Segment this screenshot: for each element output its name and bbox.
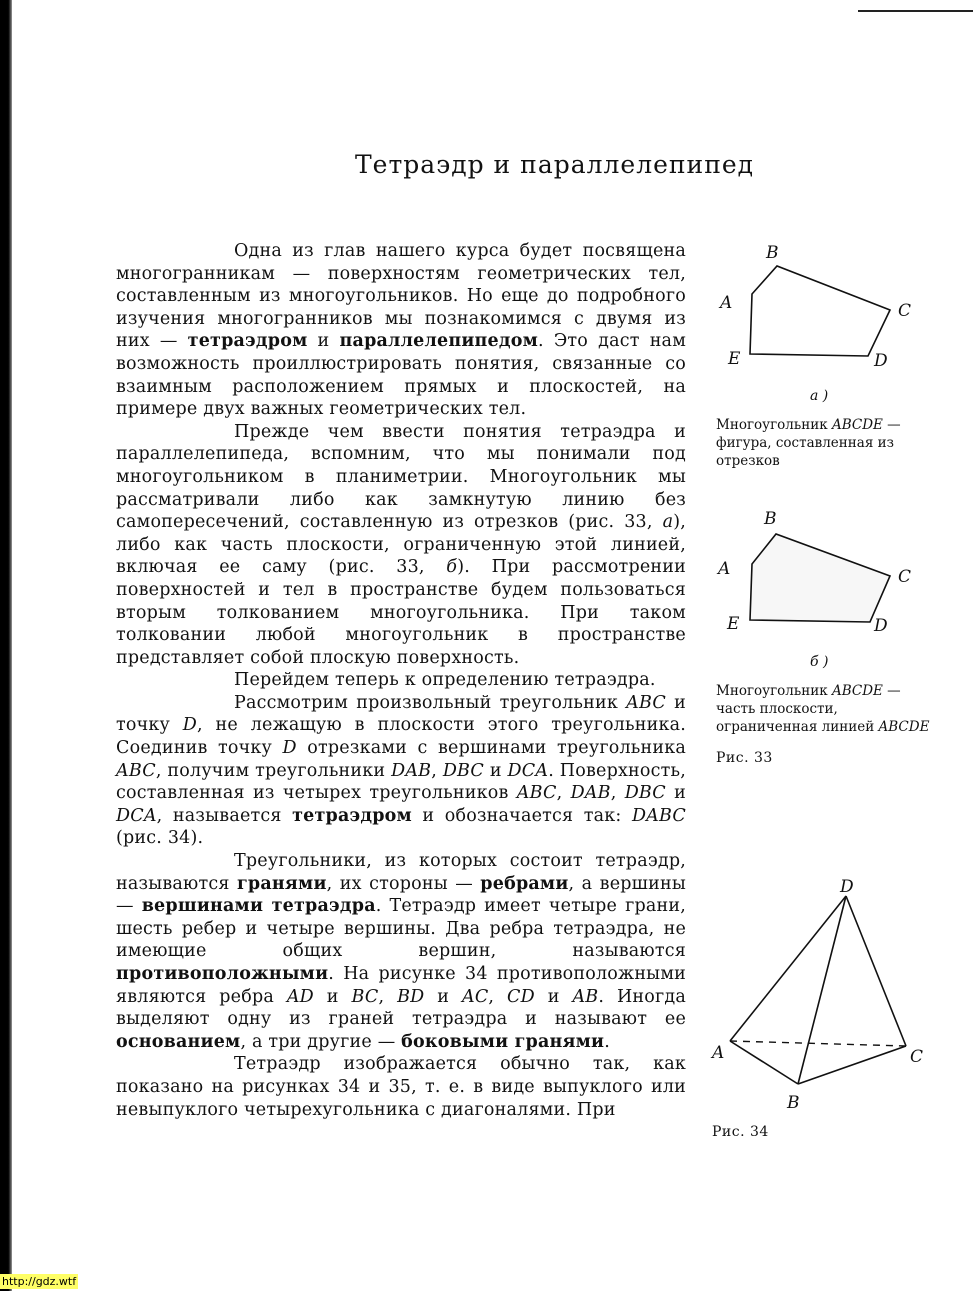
text-run: , [488, 986, 508, 1007]
edge-cd [846, 896, 906, 1046]
paragraph [116, 692, 686, 850]
math-italic: ABC [516, 783, 557, 804]
text-run: , получим треугольники [155, 760, 392, 781]
text-run: , называется [156, 805, 293, 826]
text-run: Рассмотрим произвольный треугольник [234, 692, 627, 713]
math-italic: DCA [507, 760, 549, 781]
vertex-d-label: D [874, 351, 888, 371]
text-run: Одна из глав нашего курса будет посвящена многогранникам — поверхностям геометрических тел, составленным из многоугольников. Но еще до подробного изучения многогранников мы познакомимся с двумя из них — [116, 241, 686, 352]
figure-34-label: Рис. 34 [712, 1124, 769, 1140]
vertex-e-label: E [728, 349, 741, 369]
math-italic: BD [397, 986, 425, 1007]
text-run: Треугольники, из которых состоит тетраэдр, называются [116, 851, 686, 894]
math-italic: AC [461, 986, 489, 1007]
paragraph [116, 1053, 686, 1121]
text-run: и [534, 986, 573, 1007]
polygon-abcde-outline [750, 266, 890, 356]
math-italic: CD [507, 986, 535, 1007]
text-run: . Тетраэдр имеет четыре грани, шесть ребер и четыре вершины. Два ребра тетраэдра, не имеющие общих вершин, называются [116, 896, 686, 962]
text-run: и [665, 783, 686, 804]
text-run: . [604, 1031, 610, 1052]
vertex-c-label: C [910, 1047, 924, 1067]
text-run: Перейдем теперь к определению тетраэдра. [234, 670, 656, 691]
vertex-a-label: A [720, 293, 733, 313]
figure-33b [712, 506, 932, 680]
watermark-link[interactable]: http://gdz.wtf [2, 1275, 77, 1288]
text-run: , [431, 760, 443, 781]
figure-33a [712, 238, 932, 412]
math-italic: AB [572, 986, 599, 1007]
main-text [116, 240, 686, 1121]
vertex-e-label: E [727, 614, 740, 634]
text-run: . Это даст нам возможность проиллюстрировать понятия, связанные со взаимным расположением прямых и плоскостей, на примере двух важных геометрических тел. [116, 331, 687, 420]
term-bold: тетраэдром [187, 331, 308, 352]
math-italic: DAB [570, 783, 611, 804]
text-run: . На рисунке 34 противоположными являются ребра [116, 964, 686, 1007]
edge-ac-hidden [730, 1041, 906, 1046]
math-italic: ABC [626, 692, 666, 713]
math-italic: а [662, 512, 674, 533]
text-run: , а вершины — [116, 873, 686, 917]
text-run: , [378, 986, 398, 1007]
text-run: . Иногда выделяют одну из граней тетраэдра и называют ее [116, 986, 687, 1030]
text-run: , а три другие — [240, 1031, 402, 1052]
vertex-b-label: B [787, 1093, 800, 1113]
paragraph [116, 421, 686, 670]
text-run: . Поверхность, составленная из четырех треугольников [116, 760, 687, 804]
caption-33b: Многоугольник ABCDE — часть плоскости, ограниченная линией ABCDE [716, 683, 930, 735]
math-italic: DABC [631, 805, 686, 826]
math-italic: D [282, 738, 297, 759]
edge-ab [730, 1041, 798, 1084]
term-bold: ребрами [480, 873, 569, 894]
vertex-c-label: C [898, 567, 912, 587]
math-italic: DAB [391, 760, 432, 781]
term-bold: параллелепипедом [339, 331, 538, 352]
caption-33a: Многоугольник ABCDE — фигура, составленная из отрезков [716, 417, 901, 469]
vertex-b-label: B [764, 509, 777, 529]
text-run: и обозначается так: [411, 805, 632, 826]
math-italic: DBC [624, 783, 666, 804]
vertex-d-label: D [840, 877, 854, 897]
vertex-a-label: A [718, 559, 731, 579]
scan-edge [0, 0, 12, 1291]
figure-33-label: Рис. 33 [716, 750, 773, 766]
subfigure-label-b: б ) [810, 654, 829, 670]
vertex-b-label: B [766, 243, 779, 263]
math-italic: AD [286, 986, 314, 1007]
term-bold: боковыми гранями [401, 1031, 605, 1052]
text-run: и точку [116, 692, 686, 736]
math-italic: ABC [116, 760, 156, 781]
text-run: , [556, 783, 571, 804]
vertex-c-label: C [898, 301, 912, 321]
page-title: Тетраэдр и параллелепипед [355, 150, 755, 179]
text-run: и [307, 331, 340, 352]
text-run: отрезками с вершинами треугольника [296, 738, 686, 759]
math-italic: DBC [442, 760, 485, 781]
paragraph [116, 669, 686, 692]
text-run: и [313, 986, 352, 1007]
text-run: и [484, 760, 508, 781]
edge-ad [730, 896, 846, 1041]
text-run: Тетраэдр изображается обычно так, как показано на рисунках 34 и 35, т. е. в виде выпуклого или невыпуклого четырехугольника с диагоналями. При [116, 1054, 686, 1120]
term-bold: противоположными [116, 964, 329, 984]
text-run: ). При рассмотрении поверхностей и тел в пространстве будем пользоваться вторым толкованием многоугольника. При таком толковании любой многоугольник в пространстве представляет собой плоскую поверхность. [116, 557, 686, 668]
math-italic: BC [351, 986, 379, 1007]
text-run: ), либо как часть плоскости, ограниченную этой линией, включая ее саму (рис. 33, [116, 512, 686, 578]
math-italic: б [446, 557, 458, 578]
text-run: и [424, 986, 462, 1007]
term-bold: тетраэдром [292, 805, 412, 826]
text-run: , [610, 783, 625, 804]
subfigure-label-a: а ) [810, 388, 829, 404]
paragraph [116, 240, 686, 421]
text-run: , не лежащую в плоскости этого треугольника. Соединив точку [116, 715, 686, 759]
term-bold: основанием [116, 1031, 241, 1052]
text-run: Прежде чем ввести понятия тетраэдра и параллелепипеда, вспомним, что мы понимали под многоугольником в планиметрии. Многоугольник мы рассматривали либо как замкнутую линию без самопересечений, составленную из отрезков (рис. 33, [116, 421, 686, 533]
polygon-abcde-filled [750, 534, 890, 622]
math-italic: D [182, 715, 198, 736]
edge-bc [798, 1046, 906, 1084]
term-bold: гранями [237, 873, 327, 894]
text-run: (рис. 34). [116, 828, 204, 849]
term-bold: вершинами тетраэдра [141, 896, 376, 917]
paragraph [116, 850, 686, 1053]
text-run: , их стороны — [326, 873, 481, 894]
scan-line [858, 10, 973, 12]
edge-bd [798, 896, 846, 1084]
math-italic: DCA [116, 805, 157, 826]
figure-34 [706, 872, 936, 1126]
vertex-d-label: D [874, 616, 888, 636]
vertex-a-label: A [712, 1043, 725, 1063]
